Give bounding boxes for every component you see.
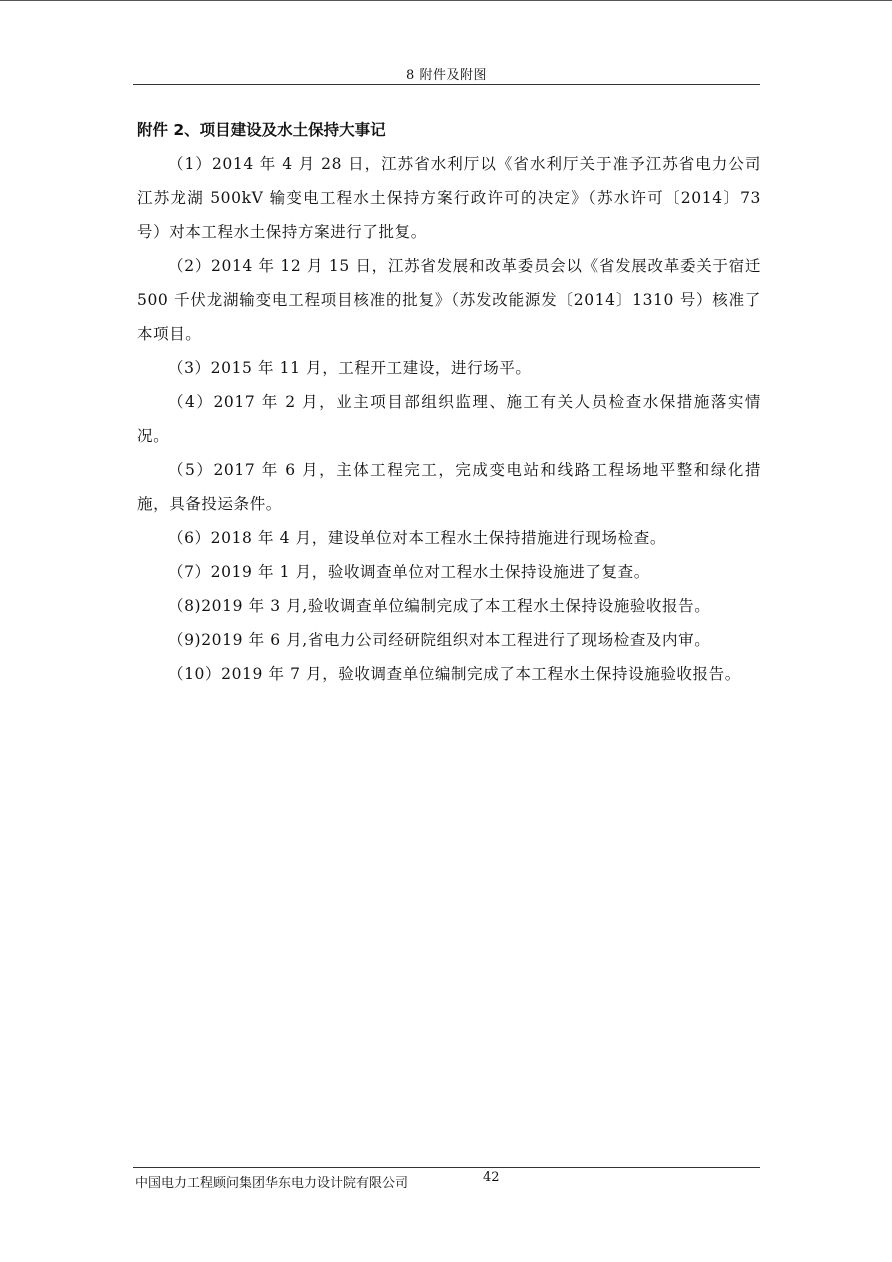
footer-organization: 中国电力工程顾问集团华东电力设计院有限公司 xyxy=(135,1176,409,1191)
event-item-7: （7）2019 年 1 月，验收调查单位对工程水土保持设施进了复查。 xyxy=(168,563,650,581)
page-top-border xyxy=(0,0,892,1)
header-title: 8 附件及附图 xyxy=(406,68,487,83)
section-title: 附件 2、项目建设及水土保持大事记 xyxy=(137,121,386,139)
event-item-4: （4）2017 年 2 月，业主项目部组织监理、施工有关人员检查水保措施落实情况。 xyxy=(137,393,761,445)
page-footer xyxy=(133,1167,760,1198)
event-item-1: （1）2014 年 4 月 28 日，江苏省水利厅以《省水利厅关于准予江苏省电力公司江苏龙湖 500kV 输变电工程水土保持方案行政许可的决定》（苏水许可〔2014〕73 号）对本工程水土保持方案进行了批复。 xyxy=(137,155,761,241)
event-item-3: （3）2015 年 11 月，工程开工建设，进行场平。 xyxy=(168,359,532,377)
page-number: 42 xyxy=(483,1170,500,1185)
event-item-6: （6）2018 年 4 月，建设单位对本工程水土保持措施进行现场检查。 xyxy=(168,529,666,547)
page-header xyxy=(133,62,760,85)
event-item-9: （9)2019 年 6 月,省电力公司经研院组织对本工程进行了现场检查及内审。 xyxy=(168,631,711,649)
event-item-2: （2）2014 年 12 月 15 日，江苏省发展和改革委员会以《省发展改革委关于宿迁 500 千伏龙湖输变电工程项目核准的批复》（苏发改能源发〔2014〕1310 号）核准了本项目。 xyxy=(137,257,761,343)
event-item-5: （5）2017 年 6 月，主体工程完工，完成变电站和线路工程场地平整和绿化措施，具备投运条件。 xyxy=(137,461,761,513)
document-body xyxy=(137,113,761,691)
event-item-10: （10）2019 年 7 月，验收调查单位编制完成了本工程水土保持设施验收报告。 xyxy=(168,665,741,683)
event-item-8: （8)2019 年 3 月,验收调查单位编制完成了本工程水土保持设施验收报告。 xyxy=(168,597,711,615)
